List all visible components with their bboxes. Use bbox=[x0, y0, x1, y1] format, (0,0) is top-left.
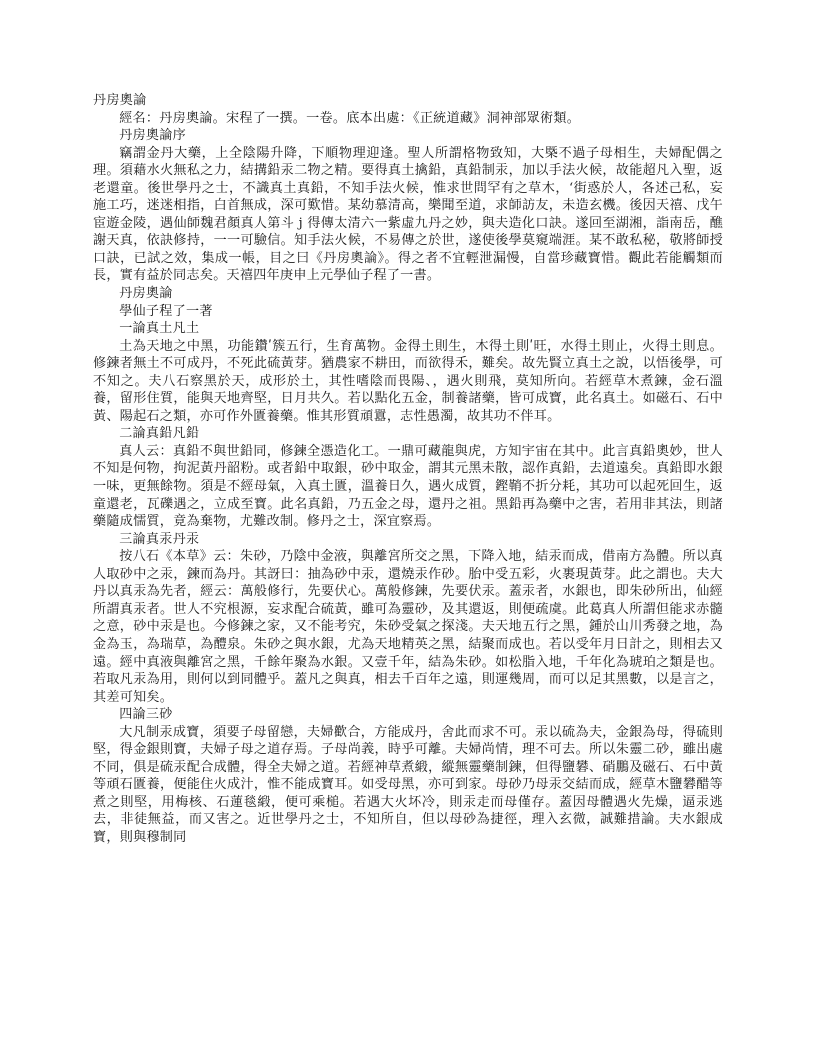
scripture-metadata: 經名：丹房奧論。宋程了一撰。一卷。底本出處：《正統道藏》洞神部眾術類。 bbox=[119, 110, 581, 126]
section-2-heading: 二論真鉛凡鉛 bbox=[119, 426, 200, 442]
preface-paragraph-1: 竊謂金丹大藥，上全陰陽升降，下順物理迎逢。聖人所謂格物致知，大槩不過子母相生，夫婦配偶之理。須藉水火無私之力，結搆鉛汞二物之精。要得真土擒鉛，真鉛制汞，加以手法火候，故能超凡入聖，返老還童。後世學丹之士，不識真土真鉛，不知手法火候，惟求世問罕有之草木，‘街惑於人，各述己私，妄施工巧，迷迷相指，白首無成，深可歎惜。某幼慕清高，樂聞至道，求師訪友，未造玄機。後因天禧、戊午宦遊金陵，遇仙師魏君顏真人第斗 j 得傳太清六一紫虛九丹之妙，與夫造化口訣。遂回至湖湘，詣南岳，醮謝天真，依訣修持，一一可驗信。知手法火候，不易傳之於世，遂使後學莫窺端涯。某不敢私秘，敬將師授口訣，已試之效，集成一帳，目之曰《丹房奧論》。得之者不宜輕泄漏慢，自當珍藏寶惜。觀此若能觸類而長，實有益於同志矣。天禧四年庚申上元學仙子程了一書。 bbox=[93, 145, 723, 284]
section-2-paragraph: 真人云：真鉛不與世鉛同，修鍊全憑造化工。一鼎可藏龍與虎，方知宇宙在其中。此言真鉛奧妙，世人不知是何物，拘泥黃丹韶粉。或者鉛中取銀，砂中取金，謂其元黑未散，認作真鉛，去道遠矣。真鉛即水銀一味，更無餘物。須是不經母氣，入真土匱，溫養日久，遇火成質，鏗鞘不折分耗，其功可以起死回生，返童還老，瓦礫遇之，立成至寶。此名真鉛，乃五金之母，還丹之祖。黑鉛再為藥中之害，若用非其法，則諸藥隨成懦質，竟為棄物，尤難改制。修丹之士，深宜察焉。 bbox=[93, 443, 723, 530]
section-1-paragraph: 土為天地之中黑，功能鑽ʹ簇五行，生育萬物。金得土則生，木得土則ʹ旺，水得土則止，火得土則息。修鍊者無土不可成丹，不死此硫黃芽。猶農家不耕田，而欲得禾，難矣。故先賢立真土之說，以悟後學，可不知之。夫八石察黑於天，成形於土，其性嗜陰而畏陽、，遇火則飛，莫知所向。若經草木煮鍊，金石溫養，留形住質，能與天地齊堅，日月共久。若以點化五金，制養諸藥，皆可成寶，此名真土。如磁石、石中黃、陽起石之類，亦可作外匱養藥。惟其形質頑囂，志性愚濁，故其功不伴耳。 bbox=[93, 338, 723, 424]
section-3-paragraph: 按八石《本草》云：朱砂，乃陰中金液，與離宮所交之黑，下降入地，結汞而成，借南方為體。所以真人取砂中之汞，鍊而為丹。其訝曰：抽為砂中汞，還燒汞作砂。胎中受五彩，火裹現黃芽。此之謂也。夫大丹以真汞為先者，經云：萬般修行，先要伏心。萬般修鍊，先要伏汞。蓋汞者，水銀也，即朱砂所出，仙經所謂真汞者。世人不究根源，妄求配合硫黃，雖可為靈砂，及其還返，則便疏虞。此葛真人所謂但能求赤髓之意，砂中汞是也。今修鍊之家，又不能考究，朱砂受氣之探淺。夫天地五行之黑，鍾於山川秀發之地，為金為玉，為瑞草，為醴泉。朱砂之與水銀，尤為天地精英之黑，結聚而成也。若以受年月日計之，則相去又遠。經中真液與離宮之黑，千餘年聚為水銀。又壹千年，結為朱砂。如松脂入地，千年化為琥珀之類是也。若取凡汞為用，則何以到同體乎。蓋凡之與真，相去千百年之遠，則運幾周，而可以足其黑數，以是言之，其差可知矣。 bbox=[93, 549, 723, 705]
document-body bbox=[93, 92, 723, 847]
section-4-paragraph: 大凡制汞成寶，須要子母留戀，夫婦歡合，方能成丹，舍此而求不可。汞以硫為夫，金銀為母，得硫則堅，得金銀則寶，夫婦子母之道存焉。子母尚義，時乎可離。夫婦尚情，理不可去。所以朱靈二砂，雖出處不同，俱是硫汞配合成體，得全夫婦之道。若經神草煮緞，縱無靈藥制鍊，但得鹽礬、硝鵬及磁石、石中黃等頑石匱養，便能住火成汁，惟不能成寶耳。如受母黑，亦可到家。母砂乃母汞交結而成，經草木鹽礬醋等煮之則堅，用梅核、石蓮毯緞，便可乘槌。若遇大火坏冷，則汞走而母僅存。蓋因母體遇火先燥，逼汞逃去，非徒無益，而又害之。近世學丹之士，不知所自，但以母砂為捷徑，理入玄微，誠難措論。夫水銀成寶，則與穆制同 bbox=[93, 724, 723, 845]
section-1-heading: 一論真土凡土 bbox=[119, 321, 200, 337]
document-title: 丹房奧論 bbox=[93, 93, 147, 108]
section-4-heading: 四論三砂 bbox=[119, 707, 173, 723]
section-3-heading: 三論真汞丹汞 bbox=[119, 531, 200, 547]
work-title-heading: 丹房奧論 bbox=[119, 286, 173, 302]
author-attribution: 學仙子程了一著 bbox=[119, 303, 213, 319]
preface-heading: 丹房奧論序 bbox=[119, 128, 186, 144]
